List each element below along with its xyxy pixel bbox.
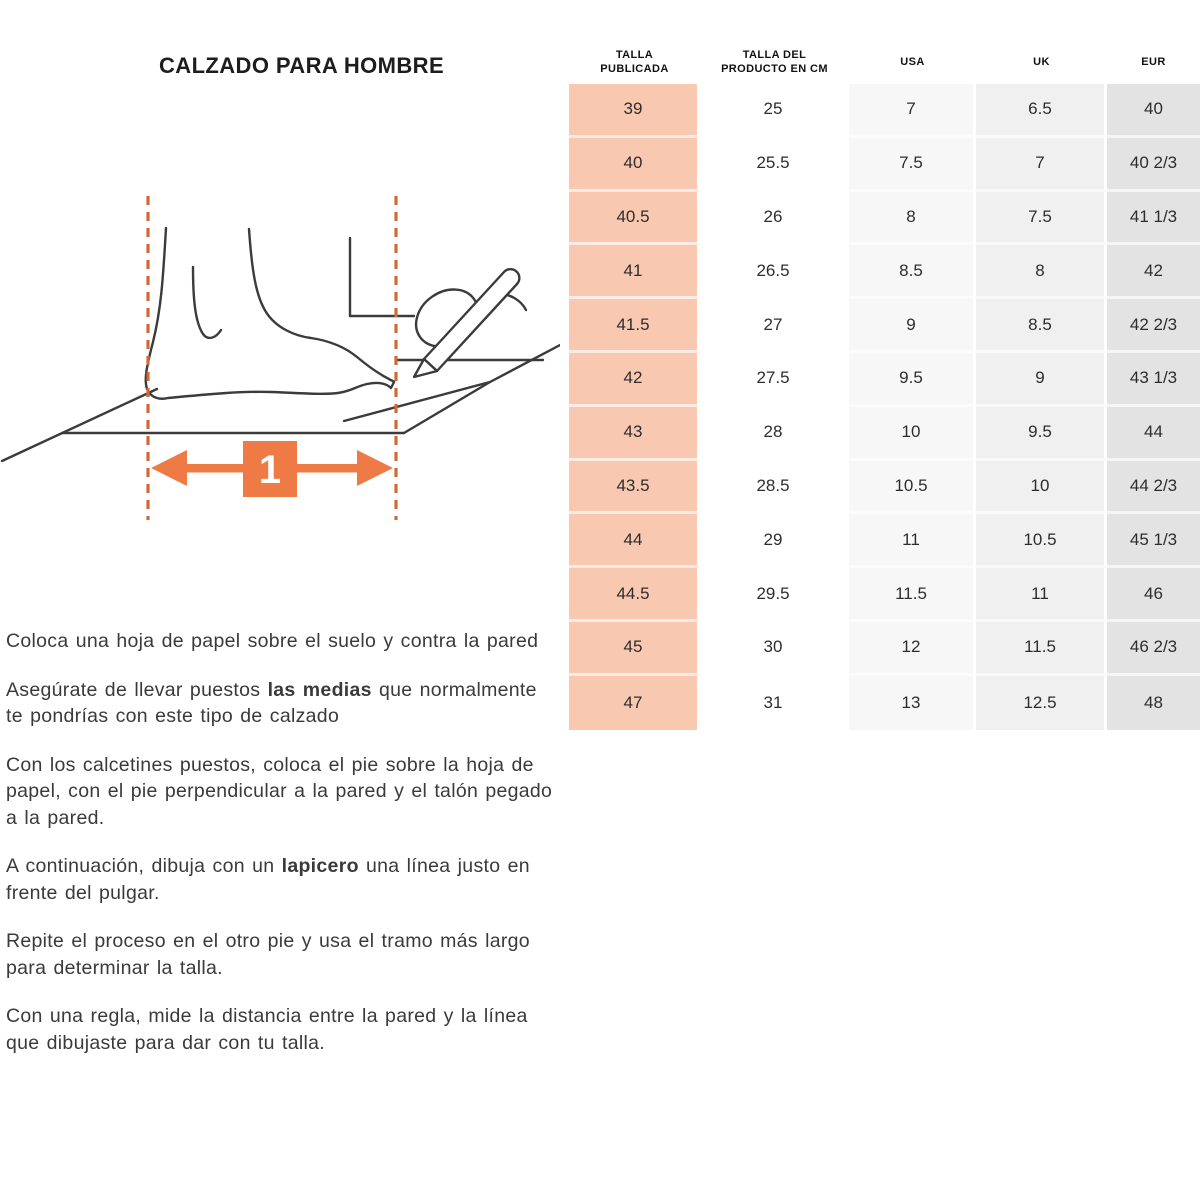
table-cell: 27.5 [700,353,849,407]
table-cell: 43 [569,407,700,461]
table-cell: 25.5 [700,138,849,192]
table-header-label: USA [900,55,925,68]
instruction-bold-text: las medias [267,678,372,701]
table-cell: 13 [849,676,976,730]
step-number-label: 1 [258,448,282,492]
table-cell: 11 [976,568,1107,622]
table-cell: 12.5 [976,676,1107,730]
instruction-text: Asegúrate de llevar puestos [6,678,268,701]
table-cell: 46 [1107,568,1200,622]
table-cell: 30 [700,622,849,676]
table-header-label: PUBLICADA [600,63,669,75]
table-cell: 6.5 [976,84,1107,138]
instruction-paragraph [6,853,554,906]
instruction-paragraph [6,1003,554,1056]
instruction-text: Repite el proceso en el otro pie y usa el tramo más largo para determinar la talla. [6,930,530,979]
table-cell: 7 [849,84,976,138]
table-cell: 7.5 [849,138,976,192]
table-cell: 41 1/3 [1107,192,1200,246]
table-cell: 7.5 [976,192,1107,246]
instruction-text: Con una regla, mide la distancia entre la pared y la línea que dibujaste para dar con tu talla. [6,1005,528,1054]
table-cell: 39 [569,84,700,138]
table-cell: 9.5 [849,353,976,407]
foot-outline [146,228,394,399]
table-cell: 44 2/3 [1107,461,1200,515]
table-cell: 10.5 [849,461,976,515]
instruction-text: Coloca una hoja de papel sobre el suelo y contra la pared [6,630,539,652]
table-cell: 45 [569,622,700,676]
table-cell: 28.5 [700,461,849,515]
instruction-paragraph [6,752,554,832]
table-cell: 48 [1107,676,1200,730]
table-cell: 26.5 [700,245,849,299]
table-header-label: PRODUCTO EN CM [721,63,828,75]
table-cell: 9 [849,299,976,353]
instruction-bold-text: lapicero [281,855,359,878]
arrow-head-left [151,450,187,486]
table-cell: 10 [849,407,976,461]
wall-corner-lines [350,238,414,316]
table-cell: 8.5 [849,245,976,299]
instruction-paragraph [6,928,554,981]
instruction-text: una línea justo en frente del pulgar. [6,855,530,904]
table-header-label: UK [1033,55,1050,68]
table-cell: 8.5 [976,299,1107,353]
instruction-paragraph [6,628,554,655]
table-cell: 8 [849,192,976,246]
table-header-cell [976,40,1107,84]
table-header-label: TALLA DEL [742,48,807,61]
table-cell: 47 [569,676,700,730]
table-cell: 10.5 [976,514,1107,568]
table-cell: 7 [976,138,1107,192]
table-header-cell [569,40,700,84]
table-cell: 42 2/3 [1107,299,1200,353]
table-cell: 9 [976,353,1107,407]
size-conversion-table [569,40,1200,730]
table-cell: 31 [700,676,849,730]
table-cell: 44 [1107,407,1200,461]
instruction-paragraph [6,677,554,730]
table-cell: 27 [700,299,849,353]
instruction-text: Con los calcetines puestos, coloca el pie sobre la hoja de papel, con el pie perpendicular a la pared y el talón pegado a la pared. [6,753,553,829]
instruction-text: A continuación, dibuja con un [6,855,282,878]
table-header-cell [849,40,976,84]
table-cell: 29.5 [700,568,849,622]
table-cell: 11 [849,514,976,568]
table-header-label: TALLA [615,48,654,61]
table-cell: 9.5 [976,407,1107,461]
table-cell: 45 1/3 [1107,514,1200,568]
table-header-cell [1107,40,1200,84]
table-cell: 44 [569,514,700,568]
table-cell: 43.5 [569,461,700,515]
table-cell: 42 [1107,245,1200,299]
table-cell: 43 1/3 [1107,353,1200,407]
page-title: CALZADO PARA HOMBRE [159,53,445,78]
table-cell: 10 [976,461,1107,515]
table-cell: 28 [700,407,849,461]
table-cell: 40 [1107,84,1200,138]
table-cell: 8 [976,245,1107,299]
table-cell: 12 [849,622,976,676]
table-cell: 26 [700,192,849,246]
table-cell: 11.5 [849,568,976,622]
table-cell: 40 [569,138,700,192]
table-header-cell [700,40,849,84]
arrow-head-right [357,450,393,486]
foot-measurement-illustration [0,0,560,560]
measurement-instructions [6,628,554,1078]
table-cell: 42 [569,353,700,407]
table-cell: 40 2/3 [1107,138,1200,192]
instruction-text: que normalmente te pondrías con este tipo de calzado [6,678,537,728]
table-cell: 46 2/3 [1107,622,1200,676]
table-cell: 40.5 [569,192,700,246]
table-cell: 44.5 [569,568,700,622]
table-header-label: EUR [1141,55,1166,68]
table-cell: 41.5 [569,299,700,353]
table-cell: 25 [700,84,849,138]
table-cell: 11.5 [976,622,1107,676]
table-cell: 41 [569,245,700,299]
table-cell: 29 [700,514,849,568]
